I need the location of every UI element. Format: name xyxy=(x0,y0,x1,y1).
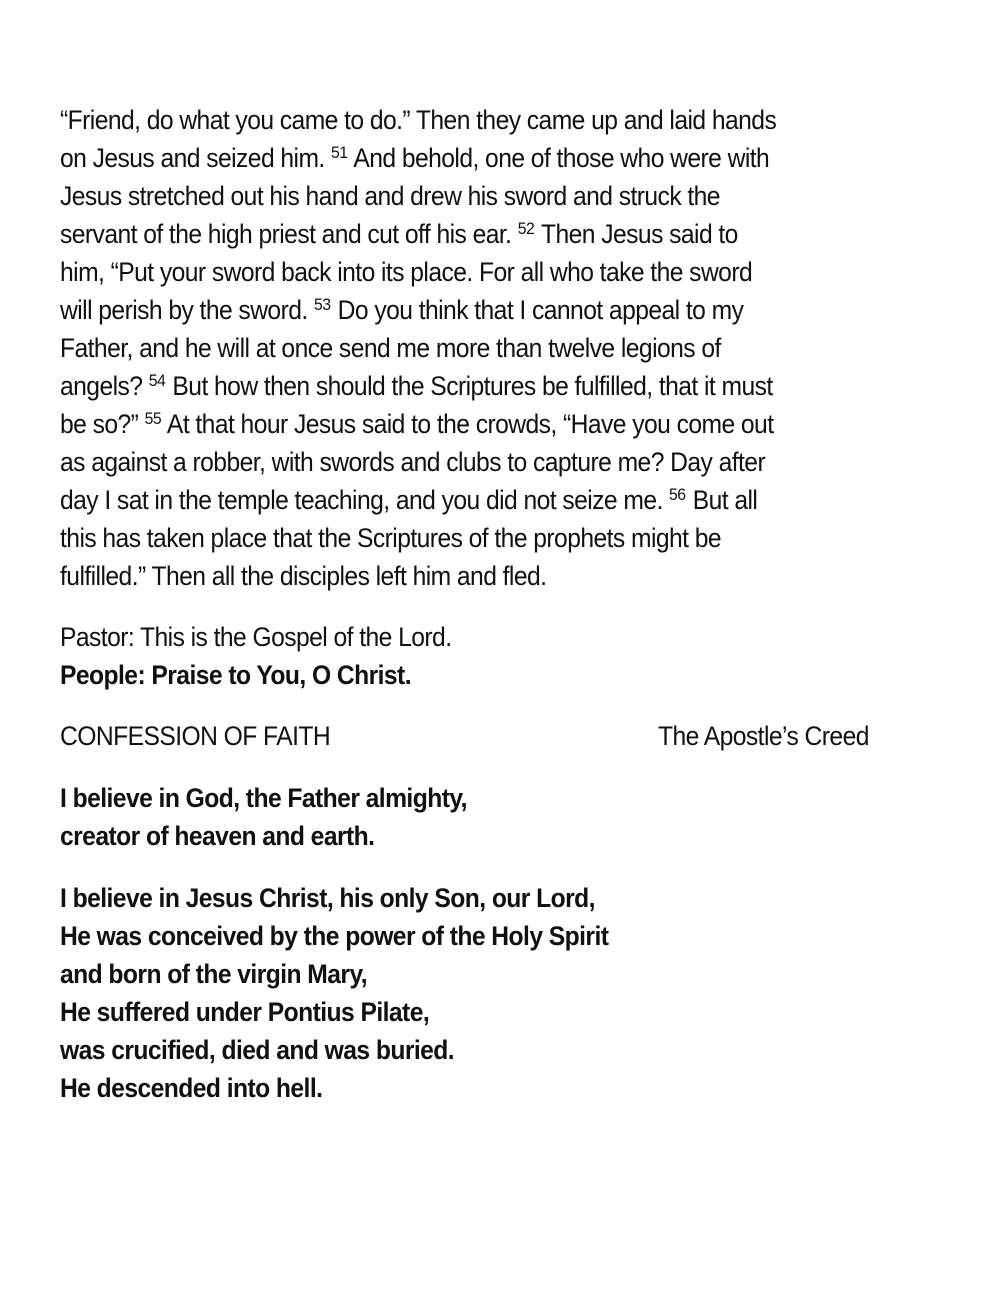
scripture-text: But how then should the Scriptures be fulfilled, that it must xyxy=(172,371,773,401)
creed-line: and born of the virgin Mary, xyxy=(60,959,368,989)
scripture-line xyxy=(60,104,776,136)
scripture-text: And behold, one of those who were with xyxy=(353,143,770,173)
scripture-text: Father, and he will at once send me more than twelve legions of xyxy=(60,333,721,363)
creed-line: creator of heaven and earth. xyxy=(60,821,375,851)
scripture-line xyxy=(60,522,721,554)
scripture-text: be so?” xyxy=(60,409,145,439)
scripture-line xyxy=(60,142,769,174)
verse-number: 53 xyxy=(313,295,331,314)
scripture-text: angels? xyxy=(60,371,149,401)
creed-line: was crucified, died and was buried. xyxy=(60,1035,455,1065)
scripture-line xyxy=(60,484,757,516)
creed-line: He was conceived by the power of the Holy Spirit xyxy=(60,921,609,951)
scripture-line xyxy=(60,446,765,478)
creed-line: I believe in God, the Father almighty, xyxy=(60,783,467,813)
verse-number: 55 xyxy=(144,409,162,428)
creed-line: He suffered under Pontius Pilate, xyxy=(60,997,430,1027)
verse-number: 51 xyxy=(331,143,348,162)
scripture-line xyxy=(60,180,720,212)
scripture-text: as against a robber, with swords and clubs to capture me? Day after xyxy=(60,447,766,477)
scripture-text: At that hour Jesus said to the crowds, “Have you come out xyxy=(166,409,774,439)
scripture-text: him, “Put your sword back into its place. For all who take the sword xyxy=(60,257,753,287)
scripture-text: “Friend, do what you came to do.” Then they came up and laid hands xyxy=(60,105,777,135)
verse-number: 56 xyxy=(669,485,686,504)
creed-line: He descended into hell. xyxy=(60,1073,323,1103)
scripture-text: Jesus stretched out his hand and drew his sword and struck the xyxy=(60,181,720,211)
scripture-line xyxy=(60,218,738,250)
scripture-text: day I sat in the temple teaching, and you did not seize me. xyxy=(60,485,670,515)
scripture-line xyxy=(60,370,773,402)
scripture-text: But all xyxy=(692,485,758,515)
scripture-text: fulfilled.” Then all the disciples left him and fled. xyxy=(60,561,547,591)
verse-number: 54 xyxy=(148,371,166,390)
people-response: People: Praise to You, O Christ. xyxy=(60,660,412,690)
scripture-line xyxy=(60,294,743,326)
scripture-line xyxy=(60,332,721,364)
scripture-line xyxy=(60,560,546,592)
scripture-line xyxy=(60,256,752,288)
creed-line: I believe in Jesus Christ, his only Son, our Lord, xyxy=(60,883,595,913)
scripture-text: will perish by the sword. xyxy=(60,295,314,325)
pastor-line: Pastor: This is the Gospel of the Lord. xyxy=(60,622,452,652)
section-subtitle: The Apostle’s Creed xyxy=(658,721,869,751)
scripture-line xyxy=(60,408,773,440)
scripture-text: this has taken place that the Scriptures of the prophets might be xyxy=(60,523,722,553)
scripture-text: on Jesus and seized him. xyxy=(60,143,332,173)
scripture-text: servant of the high priest and cut off his ear. xyxy=(60,219,518,249)
scripture-text: Do you think that I cannot appeal to my xyxy=(337,295,744,325)
verse-number: 52 xyxy=(517,219,535,238)
section-heading: CONFESSION OF FAITH xyxy=(60,721,331,751)
scripture-text: Then Jesus said to xyxy=(541,219,738,249)
